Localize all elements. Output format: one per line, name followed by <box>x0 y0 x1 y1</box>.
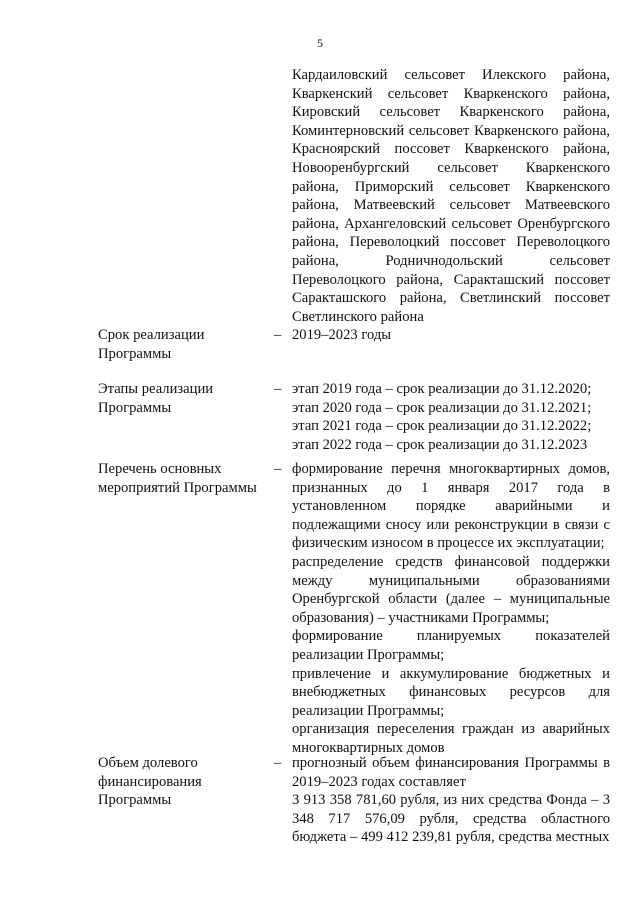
funding-paragraph: 3 913 358 781,60 рубля, из них средства Фонда – 3 348 717 576,09 рубля, средства областного бюджета – 499 412 239,81 рубля, средства местных <box>292 792 610 846</box>
funding-label: Объем долевого финансирования Программы <box>98 755 202 809</box>
stage-line: этап 2021 года – срок реализации до 31.12.2022; <box>292 418 592 435</box>
term-value: 2019–2023 годы <box>292 327 392 343</box>
stages-value <box>292 380 610 454</box>
term-dash: – <box>274 327 282 343</box>
intro-block: Кардаиловский сельсовет Илекского района, Кваркенский сельсовет Кваркенского района, Кировский сельсовет Кваркенского района, Коминтерновский сельсовет Кваркенского района, Красноярский поссовет Кваркенского района, Новооренбургский сельсовет Кваркенского района, Приморский сельсовет Кваркенского района, Матвеевский сельсовет Матвеевского района, Архангеловский сельсовет Оренбургского района, Переволоцкий поссовет Переволоцкого района, Родничнодольский сельсовет Переволоцкого района, Саракташский поссовет Саракташского района, Светлинский поссовет Светлинского района <box>292 67 610 325</box>
funding-value <box>292 754 610 847</box>
stage-line: этап 2022 года – срок реализации до 31.12.2023 <box>292 436 588 453</box>
activity-paragraph: организация переселения граждан из аварийных многоквартирных домов <box>292 721 610 756</box>
term-label: Срок реализации Программы <box>98 327 205 362</box>
funding-dash: – <box>274 755 282 771</box>
stage-line: этап 2020 года – срок реализации до 31.12.2021; <box>292 399 592 416</box>
activities-value <box>292 460 610 758</box>
activity-paragraph: формирование перечня многоквартирных домов, признанных до 1 января 2017 года в установленном порядке аварийными и подлежащими сносу или реконструкции в связи с физическим износом в процессе их эксплуатации; <box>292 461 610 552</box>
activity-paragraph: привлечение и аккумулирование бюджетных и внебюджетных финансовых ресурсов для реализации Программы; <box>292 665 610 719</box>
stage-line: этап 2019 года – срок реализации до 31.12.2020; <box>292 381 592 397</box>
activities-label: Перечень основных мероприятий Программы <box>98 461 257 496</box>
activity-paragraph: распределение средств финансовой поддержки между муниципальными образованиями Оренбургской области (далее – муниципальные образования) – участниками Программы; <box>292 553 610 626</box>
page-number: 5 <box>317 36 323 50</box>
activity-paragraph: формирование планируемых показателей реализации Программы; <box>292 628 610 663</box>
activities-dash: – <box>274 461 282 477</box>
stages-label: Этапы реализации Программы <box>98 381 214 416</box>
funding-paragraph: прогнозный объем финансирования Программы в 2019–2023 годах составляет <box>292 755 610 790</box>
stages-dash: – <box>274 381 282 397</box>
